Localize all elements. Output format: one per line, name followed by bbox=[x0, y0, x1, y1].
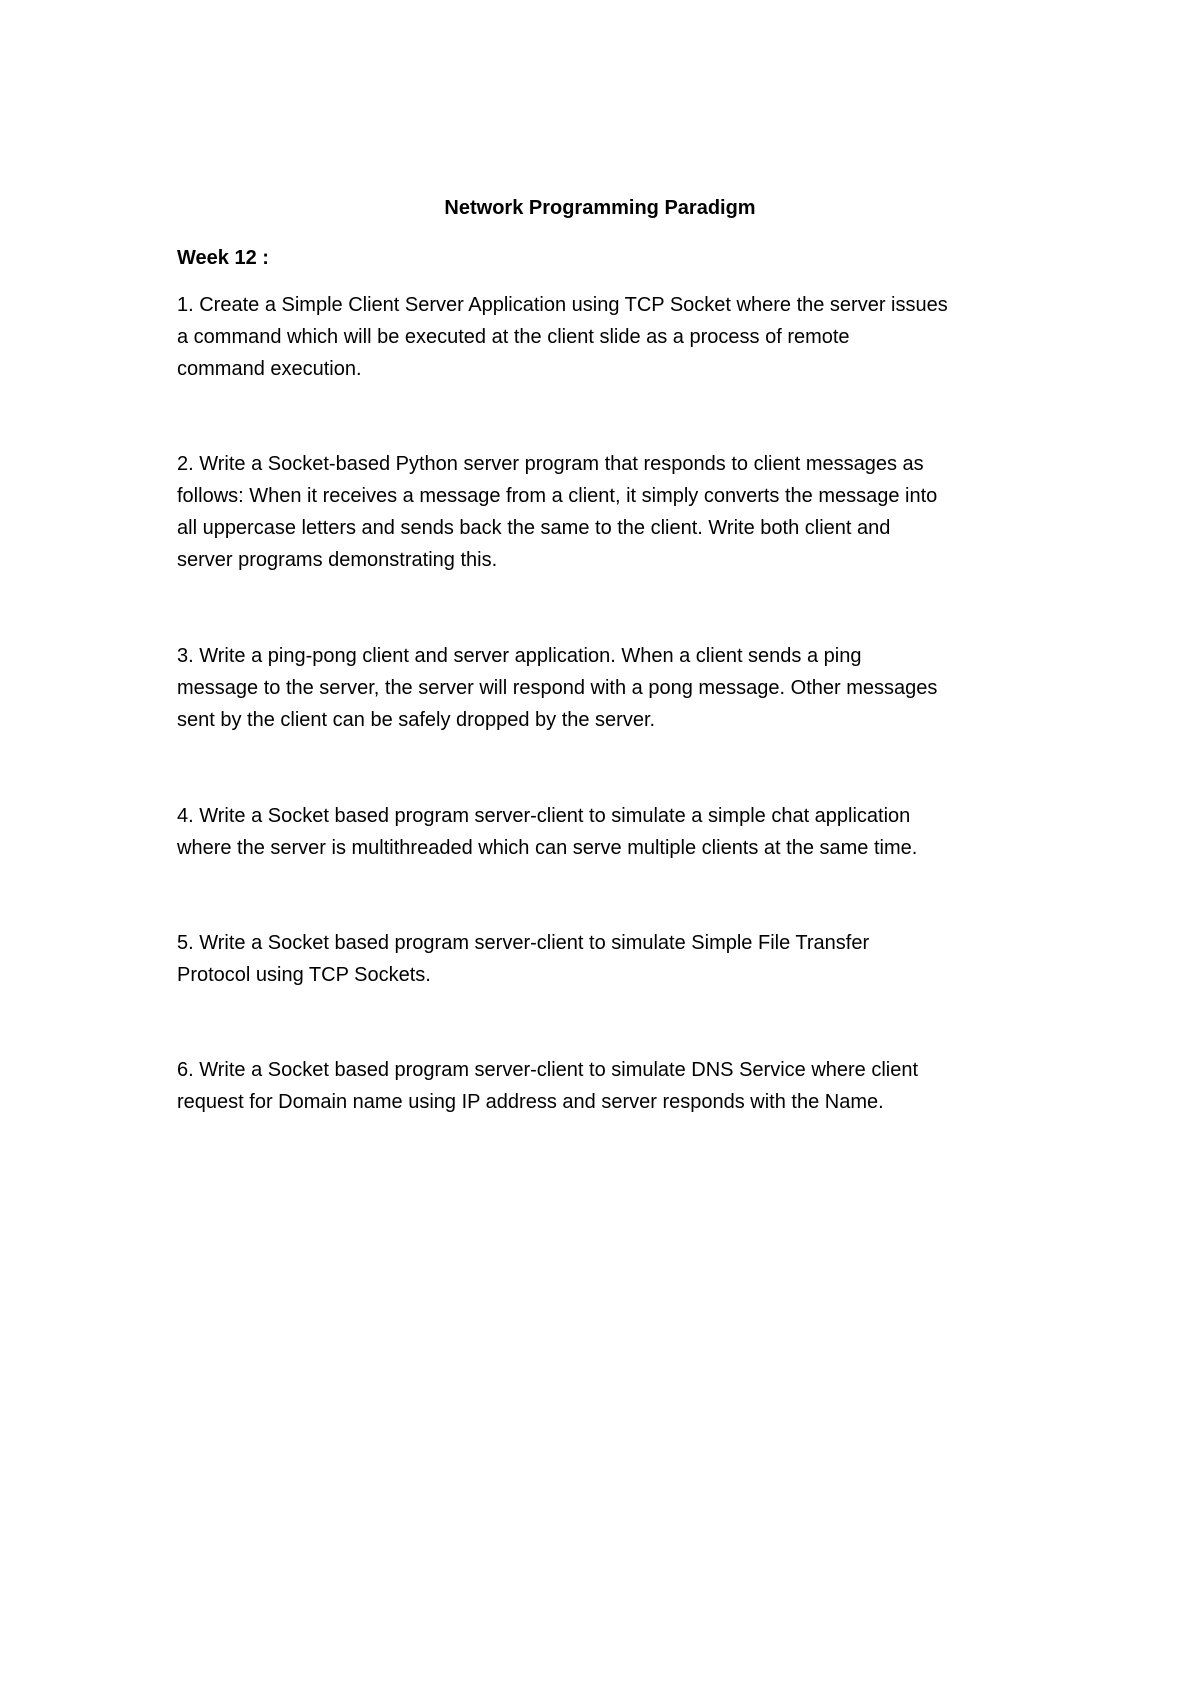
question-6 bbox=[177, 1054, 1057, 1118]
question-line: command execution. bbox=[177, 358, 362, 380]
question-line: where the server is multithreaded which can serve multiple clients at the same time. bbox=[177, 837, 918, 859]
question-line: request for Domain name using IP address and server responds with the Name. bbox=[177, 1091, 884, 1113]
document-title: Network Programming Paradigm bbox=[444, 197, 756, 219]
question-1 bbox=[177, 289, 1057, 385]
question-line: all uppercase letters and sends back the same to the client. Write both client and bbox=[177, 517, 891, 539]
question-line: sent by the client can be safely dropped by the server. bbox=[177, 709, 656, 731]
question-line: follows: When it receives a message from a client, it simply converts the message into bbox=[177, 485, 938, 507]
question-line: server programs demonstrating this. bbox=[177, 549, 498, 571]
question-line: 5. Write a Socket based program server-client to simulate Simple File Transfer bbox=[177, 932, 870, 954]
question-line: 1. Create a Simple Client Server Application using TCP Socket where the server issues bbox=[177, 294, 948, 316]
question-line: 3. Write a ping-pong client and server application. When a client sends a ping bbox=[177, 645, 862, 667]
question-4 bbox=[177, 800, 1057, 864]
question-2 bbox=[177, 448, 1057, 576]
question-5 bbox=[177, 927, 1057, 991]
question-line: a command which will be executed at the client slide as a process of remote bbox=[177, 326, 850, 348]
question-line: message to the server, the server will respond with a pong message. Other messages bbox=[177, 677, 938, 699]
question-line: 6. Write a Socket based program server-client to simulate DNS Service where client bbox=[177, 1059, 919, 1081]
question-line: 2. Write a Socket-based Python server program that responds to client messages as bbox=[177, 453, 924, 475]
question-line: Protocol using TCP Sockets. bbox=[177, 964, 431, 986]
question-3 bbox=[177, 640, 1057, 736]
question-line: 4. Write a Socket based program server-client to simulate a simple chat application bbox=[177, 805, 911, 827]
week-heading: Week 12 : bbox=[177, 247, 269, 269]
